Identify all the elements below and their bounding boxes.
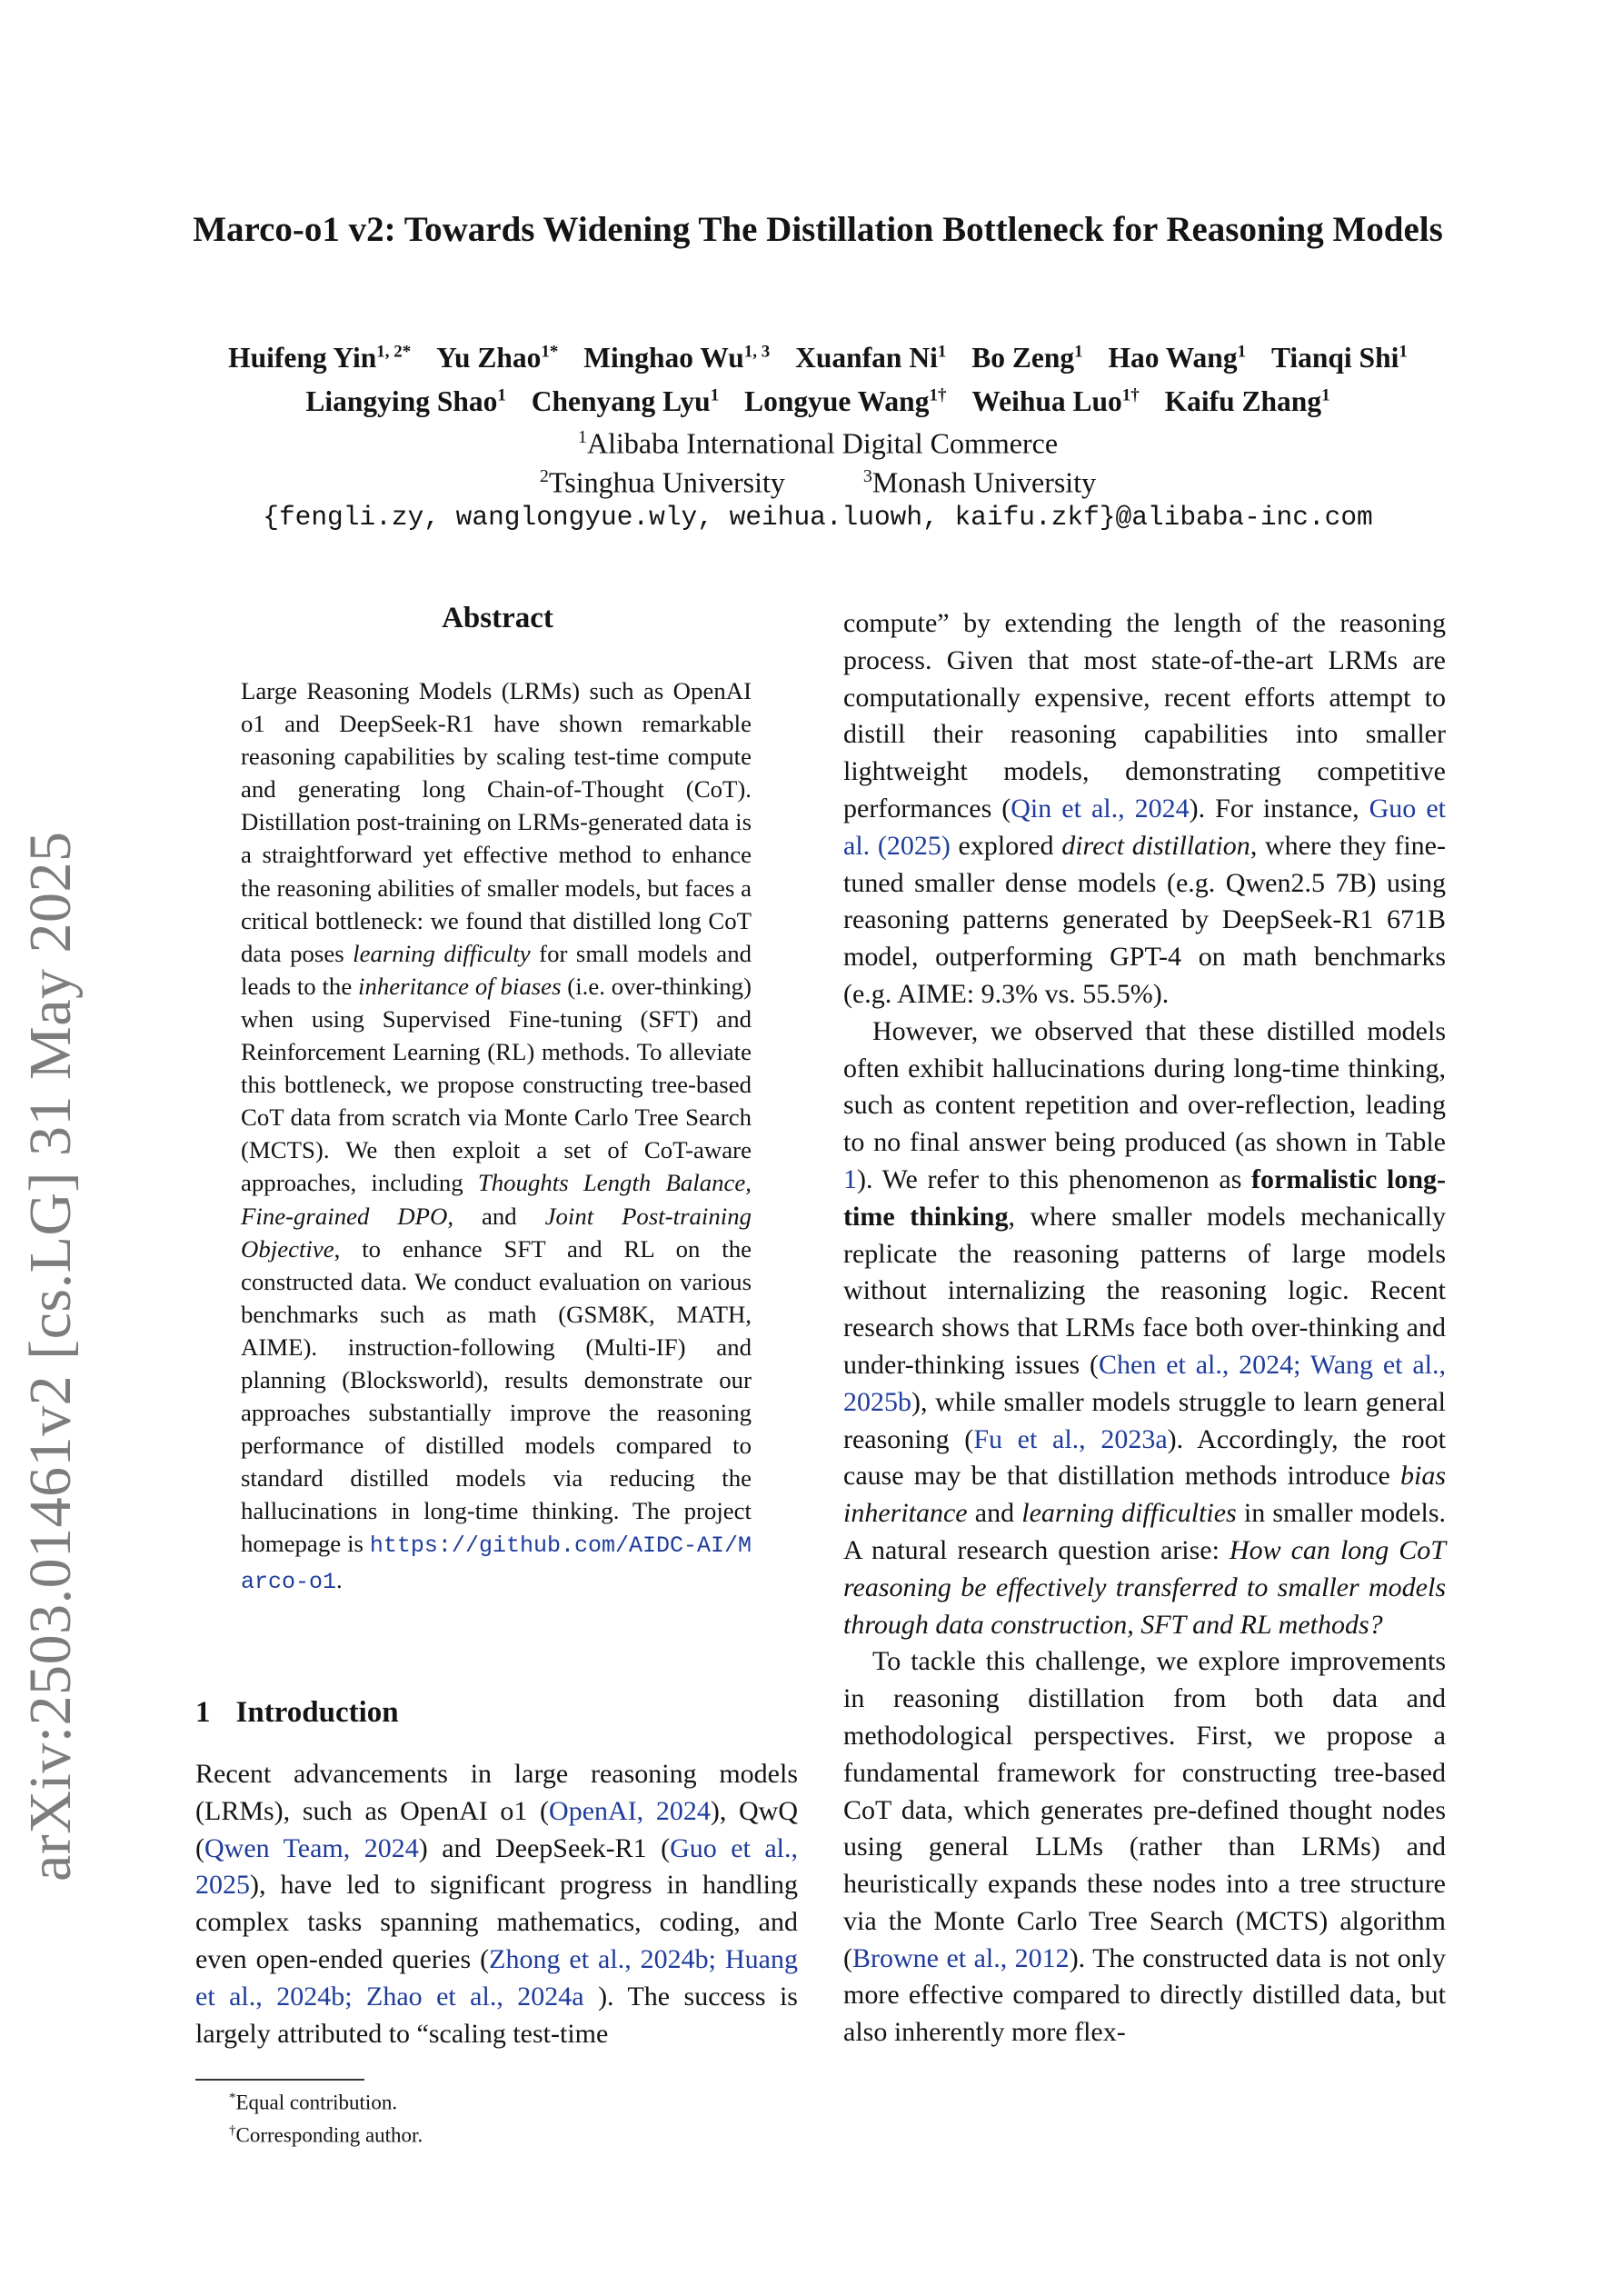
intro-column-right [843,605,1446,2051]
author: Hao Wang$^1$ [1108,341,1247,374]
footnote-corresponding-author: †Corresponding author. [229,2122,423,2147]
intro-paragraph-2: However, we observed that these distilled models often exhibit hallucinations during long-time thinking, such as content repetition and over-reflection, leading to no final answer being produced (as shown in Table 1). We refer to this phenomenon as formalistic long-time thinking, where smaller models mechanically replicate the reasoning patterns of large models without internalizing the reasoning logic. Recent research shows that LRMs face both over-thinking and under-thinking issues (Chen et al., 2024; Wang et al., 2025b), while smaller models struggle to learn general reasoning (Fu et al., 2023a). Accordingly, the root cause may be that distillation methods introduce bias inheritance and learning difficulties in smaller models. A natural research question arise: How can long CoT reasoning be effectively transferred to smaller models through data construction, SFT and RL methods? [843,1015,1447,1640]
author-emails: {fengli.zy, wanglongyue.wly, weihua.luowh, kaifu.zkf}@alibaba-inc.com [263,502,1373,533]
citation-link[interactable]: Guo et al. (2025) [843,793,1446,861]
citation-link[interactable]: Qwen Team, 2024 [204,1832,419,1863]
author: Liangying Shao$^1$ [305,384,506,417]
footnote-divider [195,2079,364,2081]
citation-link[interactable]: Guo et al., 2025 [195,1832,798,1901]
author: Minghao Wu$^{1, 3}$ [583,341,771,374]
affiliation-1: $^1$Alibaba International Digital Commerce [577,426,1059,460]
citation-link[interactable]: OpenAI, 2024 [549,1795,711,1826]
abstract-heading: Abstract [442,602,553,634]
intro-paragraph-1-continued: compute” by extending the length of the reasoning process. Given that most state-of-the-art LRMs are computationally expensive, recent efforts attempt to distill their reasoning capabilities into smaller lightweight models, demonstrating competitive performances (Qin et al., 2024). For instance, Guo et al. (2025) explored direct distillation, where they fine-tuned smaller dense models (e.g. Qwen2.5 7B) using reasoning patterns generated by DeepSeek-R1 671B model, outperforming GPT-4 on math benchmarks (e.g. AIME: 9.3% vs. 55.5%). [843,608,1446,1009]
section-heading-introduction: 1 Introduction [195,1696,399,1729]
author: Weihua Luo$^{1\dagger}$ [971,384,1140,417]
author: Tianqi Shi$^1$ [1270,341,1408,374]
table-reference-link[interactable]: 1 [843,1163,857,1194]
intro-paragraph-3: To tackle this challenge, we explore improvements in reasoning distillation from both data and methodological perspectives. First, we propose a fundamental framework for constructing tree-based CoT data, which generates pre-defined thought nodes using general LLMs (rather than LRMs) and heuristically expands these nodes into a tree structure via the Monte Carlo Tree Search (MCTS) algorithm (Browne et al., 2012). The constructed data is not only more effective compared to directly distilled data, but also inherently more flex- [843,1646,1447,2048]
footnote-equal-contribution: *Equal contribution. [229,2091,398,2114]
citation-link[interactable]: Fu et al., 2023a [973,1423,1168,1454]
paper-title: Marco-o1 v2: Towards Widening The Distillation Bottleneck for Reasoning Models [193,210,1443,249]
intro-column-left [195,1756,798,2052]
abstract-text: Large Reasoning Models (LRMs) such as OpenAI o1 and DeepSeek-R1 have shown remarkable reasoning capabilities by scaling test-time compute and generating long Chain-of-Thought (CoT). Distillation post-training on LRMs-generated data is a straightforward yet effective method to enhance the reasoning abilities of smaller models, but faces a critical bottleneck: we found that distilled long CoT data poses learning difficulty for small models and leads to the inheritance of biases (i.e. over-thinking) when using Supervised Fine-tuning (SFT) and Reinforcement Learning (RL) methods. To alleviate this bottleneck, we propose constructing tree-based CoT data from scratch via Monte Carlo Tree Search (MCTS). We then exploit a set of CoT-aware approaches, including Thoughts Length Balance, Fine-grained DPO, and Joint Post-training Objective, to enhance SFT and RL on the constructed data. We conduct evaluation on various benchmarks such as math (GSM8K, MATH, AIME). instruction-following (Multi-IF) and planning (Blocksworld), results demonstrate our approaches substantially improve the reasoning performance of distilled models compared to standard distilled models via reducing the hallucinations in long-time thinking. The project homepage is https://github.com/AIDC-AI/Marco-o1. [241,677,752,1595]
author: Yu Zhao$^{1*}$ [436,341,559,374]
author-list-row-1 [136,331,1499,379]
author-list-row-2 [136,374,1499,423]
citation-link[interactable]: Qin et al., 2024 [1011,793,1190,824]
citation-link[interactable]: Zhong et al., 2024b; Huang et al., 2024b; Zhao et al., 2024a [195,1943,798,2011]
author: Kaifu Zhang$^1$ [1164,384,1330,417]
author: Chenyang Lyu$^1$ [531,384,720,417]
affiliation-2-3: $^2$Tsinghua University $^3$Monash University [539,465,1097,499]
author: Bo Zeng$^1$ [971,341,1083,374]
arxiv-identifier-stamp: arXiv:2503.01461v2 [cs.LG] 31 May 2025 [17,831,84,1882]
citation-link[interactable]: Chen et al., 2024; Wang et al., 2025b [843,1349,1446,1417]
author: Huifeng Yin$^{1, 2*}$ [228,341,412,374]
citation-link[interactable]: Browne et al., 2012 [852,1942,1070,1973]
project-homepage-link[interactable]: https://github.com/AIDC-AI/Marco-o1 [241,1532,752,1595]
intro-paragraph-1: Recent advancements in large reasoning models (LRMs), such as OpenAI o1 (OpenAI, 2024), QwQ (Qwen Team, 2024) and DeepSeek-R1 (Guo et al., 2025), have led to significant progress in handling complex tasks spanning mathematics, coding, and even open-ended queries (Zhong et al., 2024b; Huang et al., 2024b; Zhao et al., 2024a ). The success is largely attributed to “scaling test-time [195,1759,798,2049]
author: Longyue Wang$^{1\dagger}$ [744,384,947,417]
footnotes [229,2084,423,2149]
author: Xuanfan Ni$^1$ [795,341,947,374]
